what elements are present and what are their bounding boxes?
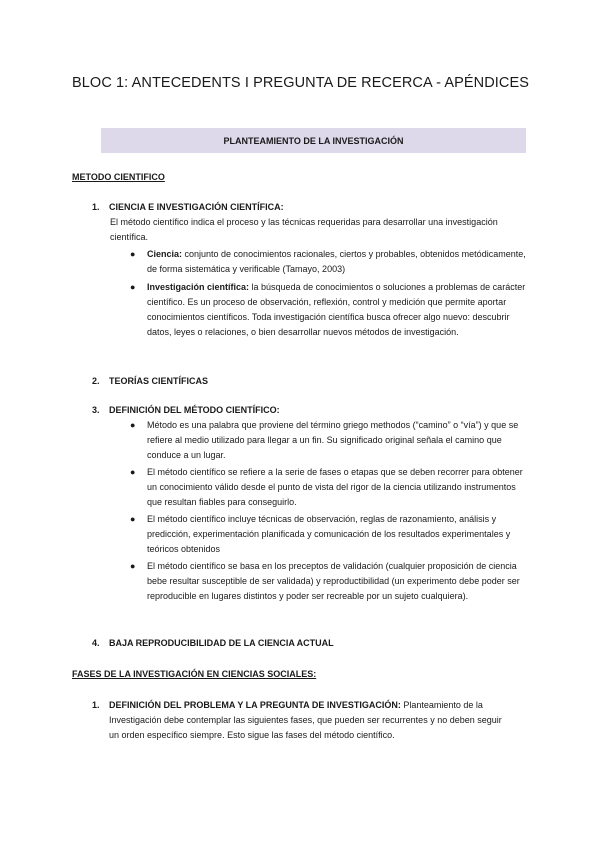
bullet-list-ciencia xyxy=(130,247,528,340)
item-heading: BAJA REPRODUCIBILIDAD DE LA CIENCIA ACTUAL xyxy=(109,638,334,648)
bullet-list-definicion xyxy=(130,418,528,604)
item-intro-text: El método científico indica el proceso y las técnicas requeridas para desarrollar una investigación científica. xyxy=(110,217,498,242)
item-number: 4. xyxy=(92,638,100,648)
section-heading-fases: FASES DE LA INVESTIGACIÓN EN CIENCIAS SOCIALES: xyxy=(72,669,317,679)
document-title: BLOC 1: ANTECEDENTS I PREGUNTA DE RECERCA - APÉNDICES xyxy=(72,75,530,91)
bullet-text: la búsqueda de conocimientos o soluciones a problemas de carácter científico. Es un proceso de observación, reflexión, control y medición que permite aportar conocimientos científicos. Toda investigación científica busca ofrecer algo nuevo: descubrir datos, leyes o relaciones, o bien desarrollar nuevos métodos de investigación. xyxy=(147,282,526,337)
item-number: 3. xyxy=(92,405,100,415)
banner-label: PLANTEAMIENTO DE LA INVESTIGACIÓN xyxy=(223,135,404,146)
numbered-item-reproducibilidad xyxy=(92,636,532,651)
item-heading: CIENCIA E INVESTIGACIÓN CIENTÍFICA: xyxy=(109,202,284,212)
bullet-text: El método científico incluye técnicas de observación, reglas de razonamiento, análisis y predicción, experimentación planificada y comunicación de los resultados experimentales y teóricos obtenidos xyxy=(147,514,511,554)
bullet-term: Ciencia: xyxy=(147,249,183,259)
numbered-item-definicion xyxy=(92,403,532,418)
item-heading: DEFINICIÓN DEL PROBLEMA Y LA PREGUNTA DE INVESTIGACIÓN: xyxy=(109,700,401,710)
list-item xyxy=(130,512,528,557)
item-number: 1. xyxy=(92,700,100,710)
bullet-icon: ● xyxy=(130,561,136,571)
numbered-item-ciencia xyxy=(92,200,532,215)
bullet-text: El método científico se refiere a la serie de fases o etapas que se deben recorrer para obtener un conocimiento válido desde el punto de vista del rigor de la ciencia utilizando instrumentos que resultan fiables para conseguirlo. xyxy=(147,467,523,507)
item-heading: DEFINICIÓN DEL MÉTODO CIENTÍFICO: xyxy=(109,405,280,415)
bullet-text: conjunto de conocimientos racionales, ciertos y probables, obtenidos metódicamente, de forma sistemática y verificable (Tamayo, 2003) xyxy=(147,249,526,274)
item-number: 1. xyxy=(92,202,100,212)
section-banner xyxy=(101,128,526,153)
list-item xyxy=(130,465,528,510)
bullet-term: Investigación científica: xyxy=(147,282,250,292)
bullet-icon: ● xyxy=(130,282,136,292)
list-item xyxy=(130,247,528,277)
bullet-text: Método es una palabra que proviene del término griego methodos (“camino” o “vía”) y que se refiere al medio utilizado para llegar a un fin. Su significado original señala el camino que conduce a un lugar. xyxy=(147,420,519,460)
bullet-text: El método científico se basa en los preceptos de validación (cualquier proposición de ciencia bebe resultar susceptible de ser validada) y reproductibilidad (un experimento debe poder ser reproducible en lugares distintos y poder ser recreable por un sujeto cualquiera). xyxy=(147,561,520,601)
list-item xyxy=(130,418,528,463)
section-heading-metodo: METODO CIENTIFICO xyxy=(72,172,165,182)
numbered-item-problema xyxy=(92,698,512,743)
bullet-icon: ● xyxy=(130,420,136,430)
numbered-item-teorias xyxy=(92,374,532,389)
list-item xyxy=(130,559,528,604)
list-item xyxy=(130,280,528,340)
item-number: 2. xyxy=(92,376,100,386)
bullet-icon: ● xyxy=(130,467,136,477)
bullet-icon: ● xyxy=(130,249,136,259)
bullet-icon: ● xyxy=(130,514,136,524)
item-heading: TEORÍAS CIENTÍFICAS xyxy=(109,376,209,386)
item-text: Planteamiento de la Investigación debe contemplar las siguientes fases, que pueden ser recurrentes y no deben seguir un orden específico siempre. Esto sigue las fases del método científico. xyxy=(109,700,502,740)
